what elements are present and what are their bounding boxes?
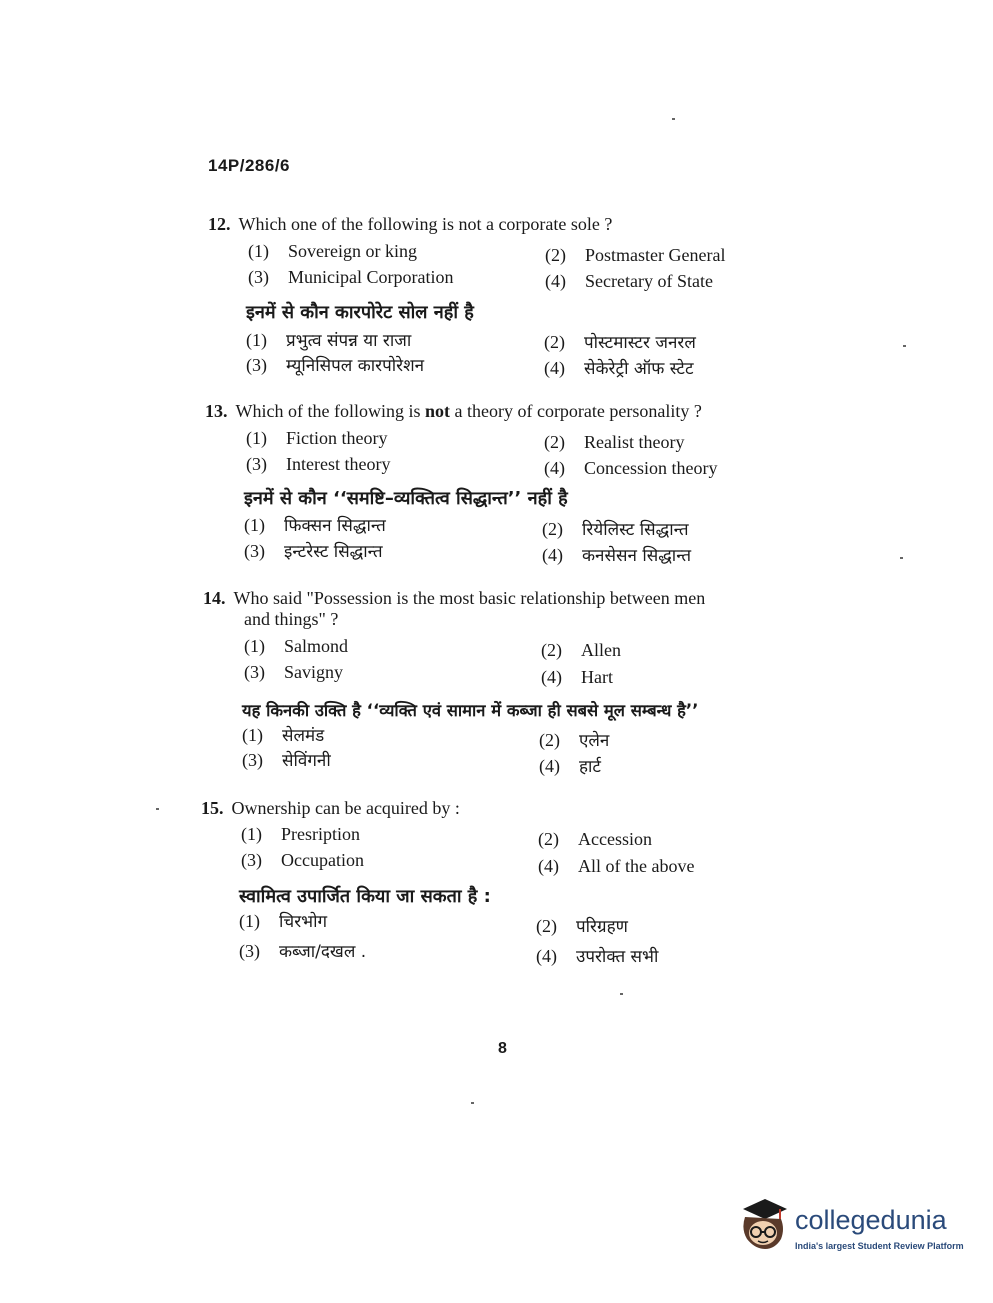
option-4 <box>538 855 694 877</box>
hindi-option-4 <box>536 945 658 968</box>
option-label: सेविंगनी <box>282 751 331 771</box>
option-number: (4) <box>538 856 559 876</box>
option-label: Fiction theory <box>286 428 388 448</box>
option-number: (4) <box>539 756 560 776</box>
hindi-option-1 <box>246 329 411 352</box>
option-label: प्रभुत्व संपन्न या राजा <box>286 331 412 351</box>
option-2 <box>544 431 684 453</box>
scan-speck <box>672 118 675 120</box>
hindi-option-3 <box>244 540 383 563</box>
option-number: (4) <box>536 946 557 966</box>
question-text-start: Which of the following is <box>235 401 421 421</box>
question-number: 13. <box>205 401 228 421</box>
option-3 <box>244 661 343 683</box>
option-number: (1) <box>241 824 262 844</box>
hindi-option-2 <box>536 915 628 938</box>
option-label: Salmond <box>284 636 349 656</box>
option-1 <box>248 240 417 262</box>
option-label: हार्ट <box>579 757 601 777</box>
option-number: (3) <box>246 454 267 474</box>
option-label: कनसेसन सिद्धान्त <box>582 546 692 566</box>
hindi-option-2 <box>542 518 689 541</box>
collegedunia-logo[interactable] <box>735 1195 965 1265</box>
option-number: (3) <box>244 662 265 682</box>
question-number: 14. <box>203 588 226 608</box>
option-number: (4) <box>542 545 563 565</box>
scan-speck <box>900 557 903 559</box>
hindi-question-text: स्वामित्व उपार्जित किया जा सकता है : <box>239 886 491 907</box>
hindi-question-text: यह किनकी उक्ति है ‘‘व्यक्ति एवं सामान में कब्जा ही सबसे मूल सम्बन्ध है’’ <box>242 701 699 720</box>
option-number: (1) <box>242 725 263 745</box>
brand-name: collegedunia <box>795 1205 947 1235</box>
option-label: Secretary of State <box>585 271 713 291</box>
option-number: (2) <box>542 519 563 539</box>
option-number: (2) <box>544 432 565 452</box>
option-label: म्यूनिसिपल कारपोरेशन <box>286 356 425 376</box>
question-stem <box>205 400 702 422</box>
option-4 <box>541 666 613 688</box>
option-label: Interest theory <box>286 454 391 474</box>
option-number: (1) <box>248 241 269 261</box>
option-number: (4) <box>544 358 565 378</box>
option-number: (1) <box>244 636 265 656</box>
question-text <box>236 400 702 422</box>
option-2 <box>545 244 725 266</box>
paper-code: 14P/286/6 <box>208 156 291 175</box>
option-label: उपरोक्त सभी <box>576 947 659 967</box>
option-number: (3) <box>244 541 265 561</box>
question-text-end: a theory of corporate personality ? <box>454 401 702 421</box>
scan-speck <box>903 345 906 347</box>
option-3 <box>246 453 390 475</box>
option-4 <box>545 270 713 292</box>
option-number: (3) <box>246 355 267 375</box>
option-label: Presription <box>281 824 360 844</box>
option-label: Accession <box>578 829 652 849</box>
option-4 <box>544 457 717 479</box>
hindi-option-4 <box>542 544 691 567</box>
question-stem <box>203 587 705 609</box>
option-1 <box>246 427 388 449</box>
question-number: 12. <box>208 214 231 234</box>
hindi-option-4 <box>539 755 601 778</box>
hindi-option-2 <box>544 331 696 354</box>
option-label: सेकेरेट्री ऑफ स्टेट <box>584 359 694 379</box>
hindi-option-3 <box>246 354 424 377</box>
option-label: फिक्सन सिद्धान्त <box>284 516 386 536</box>
hindi-option-1 <box>239 910 327 933</box>
hindi-question-text: इनमें से कौन ‘‘समष्टि–व्यक्तित्व सिद्धान्त’’ नहीं है <box>244 488 568 509</box>
graduate-mascot-icon <box>735 1195 791 1255</box>
option-number: (3) <box>242 750 263 770</box>
option-label: एलेन <box>579 731 610 751</box>
option-label: परिग्रहण <box>576 917 628 937</box>
option-2 <box>541 639 621 661</box>
option-number: (4) <box>545 271 566 291</box>
hindi-option-3 <box>242 749 331 772</box>
option-label: Sovereign or king <box>288 241 417 261</box>
option-number: (2) <box>544 332 565 352</box>
option-label: Realist theory <box>584 432 685 452</box>
hindi-option-4 <box>544 357 694 380</box>
option-number: (4) <box>544 458 565 478</box>
option-label: रियेलिस्ट सिद्धान्त <box>582 520 689 540</box>
question-text: Who said "Possession is the most basic relationship between men <box>233 588 706 608</box>
question-text: Which one of the following is not a corporate sole ? <box>238 214 613 234</box>
option-label: Municipal Corporation <box>288 267 454 287</box>
option-number: (2) <box>536 916 557 936</box>
option-number: (3) <box>241 850 262 870</box>
option-3 <box>241 849 364 871</box>
option-label: कब्जा/दखल . <box>279 942 367 962</box>
option-number: (1) <box>239 911 260 931</box>
option-number: (3) <box>239 941 260 961</box>
hindi-option-1 <box>242 724 324 747</box>
option-number: (3) <box>248 267 269 287</box>
option-3 <box>248 266 453 288</box>
option-1 <box>241 823 360 845</box>
question-number: 15. <box>201 798 224 818</box>
hindi-option-2 <box>539 729 609 752</box>
option-2 <box>538 828 652 850</box>
question-text-continued: and things" ? <box>244 609 339 629</box>
option-label: पोस्टमास्टर जनरल <box>584 333 696 353</box>
brand-tagline: India's largest Student Review Platform <box>795 1241 964 1251</box>
option-label: Allen <box>581 640 621 660</box>
option-label: Hart <box>581 667 613 687</box>
option-number: (2) <box>539 730 560 750</box>
question-stem <box>208 213 612 235</box>
option-label: Concession theory <box>584 458 718 478</box>
scan-speck <box>471 1102 474 1104</box>
scan-speck <box>156 808 159 810</box>
option-label: Postmaster General <box>585 245 726 265</box>
option-label: इन्टरेस्ट सिद्धान्त <box>284 542 383 562</box>
option-label: Savigny <box>284 662 344 682</box>
hindi-option-3 <box>239 940 366 963</box>
option-number: (2) <box>545 245 566 265</box>
hindi-option-1 <box>244 514 386 537</box>
option-number: (4) <box>541 667 562 687</box>
option-number: (2) <box>538 829 559 849</box>
option-label: चिरभोग <box>279 912 328 932</box>
option-label: All of the above <box>578 856 695 876</box>
option-label: Occupation <box>281 850 364 870</box>
page-number: 8 <box>498 1040 507 1057</box>
emphasis-not: not <box>424 401 450 421</box>
option-label: सेलमंड <box>282 726 325 746</box>
option-number: (1) <box>244 515 265 535</box>
option-number: (2) <box>541 640 562 660</box>
option-number: (1) <box>246 428 267 448</box>
question-stem <box>201 797 460 819</box>
hindi-question-text: इनमें से कौन कारपोरेट सोल नहीं है <box>246 302 474 323</box>
option-number: (1) <box>246 330 267 350</box>
scan-speck <box>620 993 623 995</box>
option-1 <box>244 635 348 657</box>
question-text: Ownership can be acquired by : <box>231 798 460 818</box>
